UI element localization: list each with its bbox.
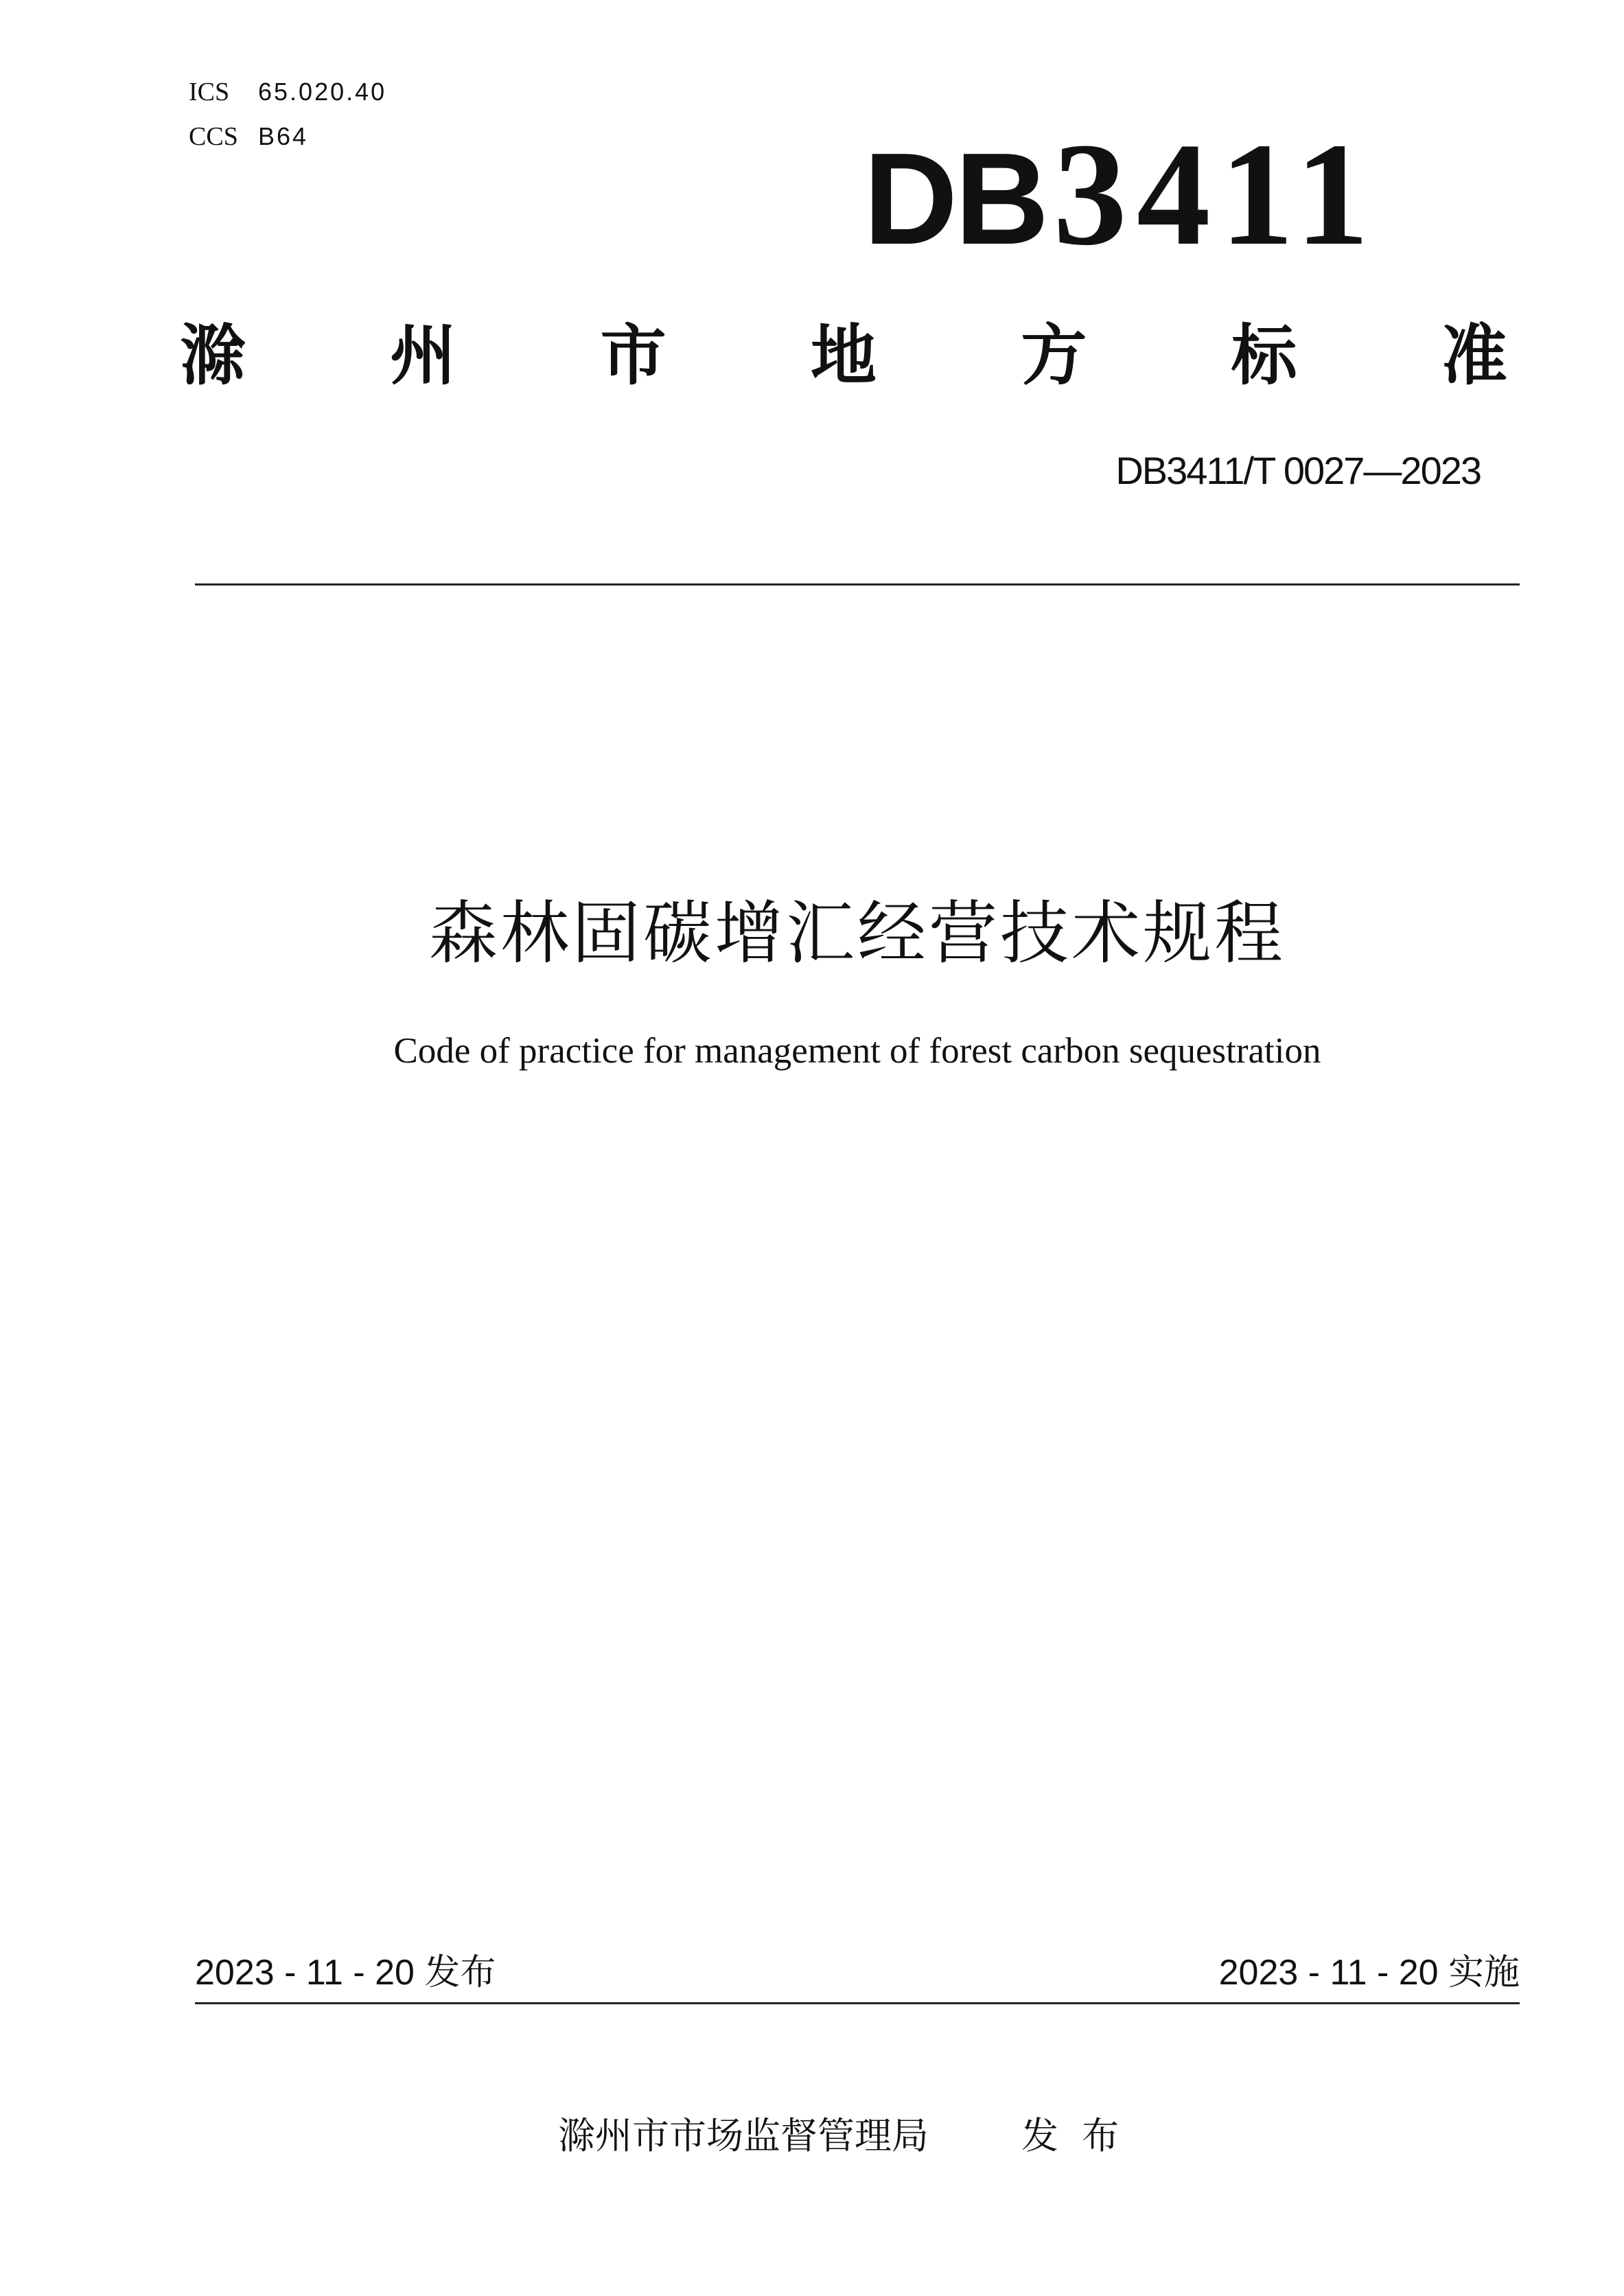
standard-category xyxy=(180,317,1507,394)
standard-mark-code: 3411 xyxy=(1053,112,1379,276)
standard-category-char: 准 xyxy=(1441,317,1507,394)
standard-number: DB3411/T 0027—2023 xyxy=(1115,449,1481,492)
standard-category-char: 市 xyxy=(600,317,666,394)
top-divider xyxy=(195,583,1520,585)
ccs-code: B64 xyxy=(258,122,309,150)
issue-date: 2023 - 11 - 20 发布 xyxy=(195,1953,496,1993)
ics-label: ICS xyxy=(189,78,230,106)
implementation-date: 2023 - 11 - 20 实施 xyxy=(1218,1953,1520,1993)
title-chinese: 森林固碳增汇经营技术规程 xyxy=(429,893,1286,973)
bottom-divider xyxy=(195,2002,1520,2004)
standard-category-char: 滁 xyxy=(180,317,246,394)
standard-category-char: 标 xyxy=(1231,317,1297,394)
standard-category-char: 地 xyxy=(810,317,877,394)
standard-mark-prefix: DB xyxy=(863,126,1047,272)
ccs-label: CCS xyxy=(189,122,238,151)
ics-code: 65.020.40 xyxy=(258,78,387,106)
title-english: Code of practice for management of forest carbon sequestration xyxy=(393,1031,1321,1071)
standard-mark xyxy=(863,112,1379,276)
standard-category-char: 州 xyxy=(390,317,456,394)
publisher-name: 滁州市市场监督管理局 xyxy=(558,2114,929,2157)
publisher-action: 发 布 xyxy=(1021,2114,1120,2157)
standard-category-char: 方 xyxy=(1021,317,1087,394)
